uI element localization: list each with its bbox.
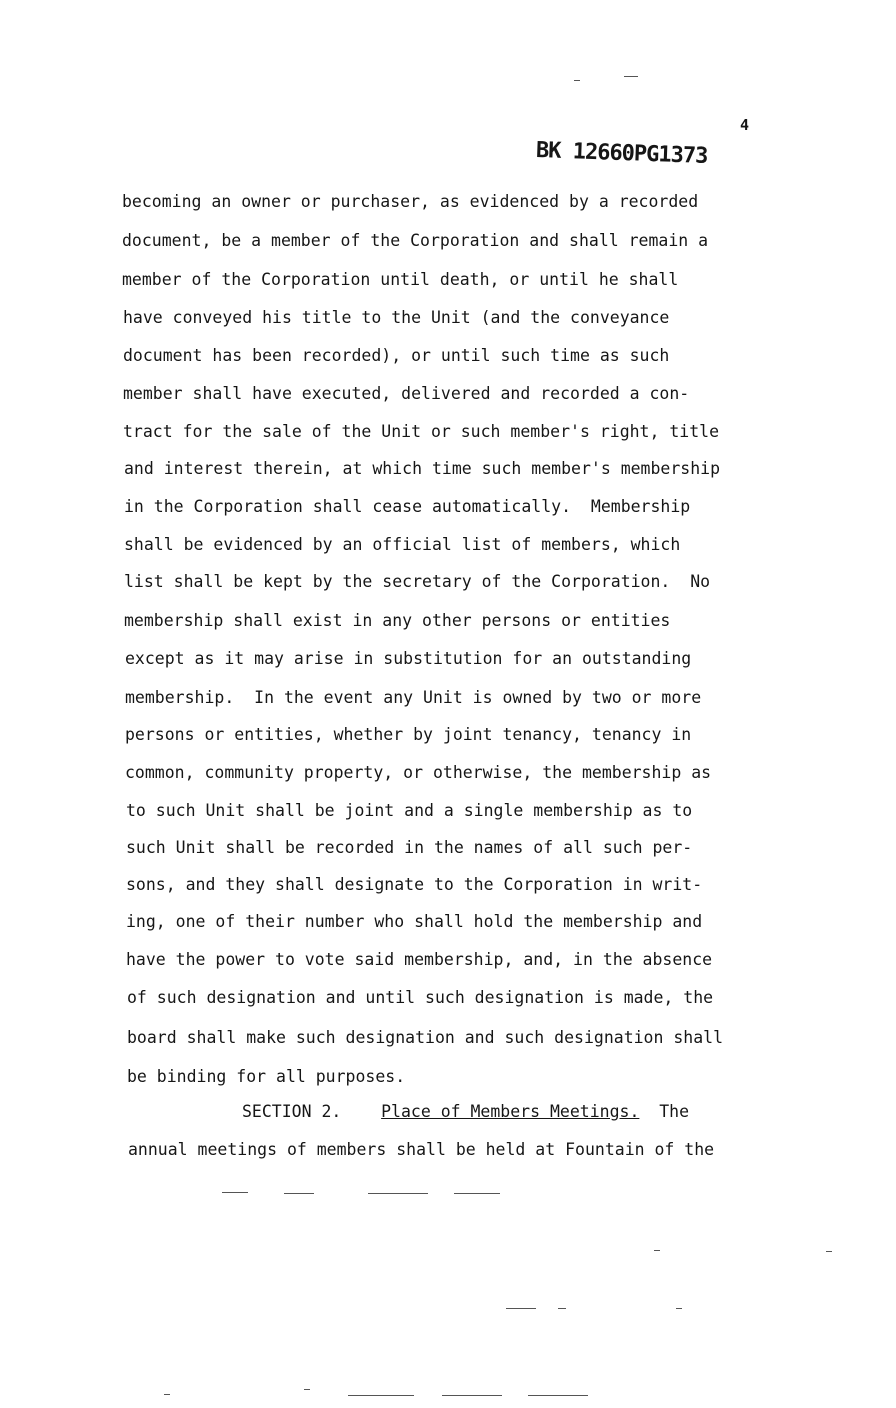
scan-mark	[304, 1389, 310, 1390]
text-line: document, be a member of the Corporation and shall remain a	[122, 231, 709, 250]
text-line: ing, one of their number who shall hold the membership and	[126, 912, 703, 931]
page-number: 4	[740, 116, 750, 134]
recording-stamp: BK 12660PG1373	[535, 138, 708, 169]
text-line: member of the Corporation until death, or until he shall	[122, 270, 679, 289]
section-heading	[242, 1102, 689, 1122]
text-line: sons, and they shall designate to the Corporation in writ-	[126, 875, 703, 894]
text-line: and interest therein, at which time such member's membership	[124, 459, 721, 478]
text-line: list shall be kept by the secretary of the Corporation. No	[124, 572, 711, 591]
text-line: such Unit shall be recorded in the names of all such per-	[126, 838, 693, 857]
scan-mark	[528, 1395, 588, 1396]
text-line: except as it may arise in substitution for an outstanding	[125, 649, 692, 668]
text-line: in the Corporation shall cease automatically. Membership	[124, 497, 691, 516]
text-line: membership. In the event any Unit is owned by two or more	[125, 688, 702, 707]
text-line: tract for the sale of the Unit or such member's right, title	[123, 422, 720, 441]
scan-mark	[624, 76, 638, 77]
text-line: member shall have executed, delivered and recorded a con-	[123, 384, 690, 403]
scan-mark	[558, 1308, 566, 1309]
text-line: of such designation and until such designation is made, the	[127, 988, 714, 1007]
text-line: membership shall exist in any other persons or entities	[124, 611, 671, 630]
scan-mark	[368, 1193, 428, 1194]
text-line: board shall make such designation and such designation shall	[127, 1028, 724, 1047]
text-line: shall be evidenced by an official list of members, which	[124, 535, 681, 554]
text-line: have conveyed his title to the Unit (and the conveyance	[123, 308, 670, 327]
scan-mark	[222, 1192, 248, 1193]
scan-mark	[284, 1193, 314, 1194]
scan-mark	[676, 1308, 682, 1309]
section-lead-word: The	[659, 1102, 690, 1121]
text-line: have the power to vote said membership, and, in the absence	[126, 950, 713, 969]
scan-mark	[348, 1395, 414, 1396]
scan-mark	[826, 1251, 832, 1252]
text-line: be binding for all purposes.	[127, 1067, 406, 1086]
text-line: annual meetings of members shall be held at Fountain of the	[128, 1140, 715, 1159]
text-line: document has been recorded), or until such time as such	[123, 346, 670, 365]
scan-mark	[442, 1395, 502, 1396]
scan-mark	[164, 1394, 170, 1395]
section-title: Place of Members Meetings.	[381, 1102, 640, 1121]
text-line: to such Unit shall be joint and a single membership as to	[126, 801, 693, 820]
scan-mark	[454, 1193, 500, 1194]
scan-mark	[654, 1250, 660, 1251]
text-line: persons or entities, whether by joint tenancy, tenancy in	[125, 725, 692, 744]
text-line: becoming an owner or purchaser, as evidenced by a recorded	[122, 192, 699, 211]
scan-mark	[506, 1308, 536, 1309]
scan-mark	[574, 80, 580, 81]
text-line: common, community property, or otherwise, the membership as	[125, 763, 712, 782]
section-number: SECTION 2.	[242, 1102, 342, 1121]
